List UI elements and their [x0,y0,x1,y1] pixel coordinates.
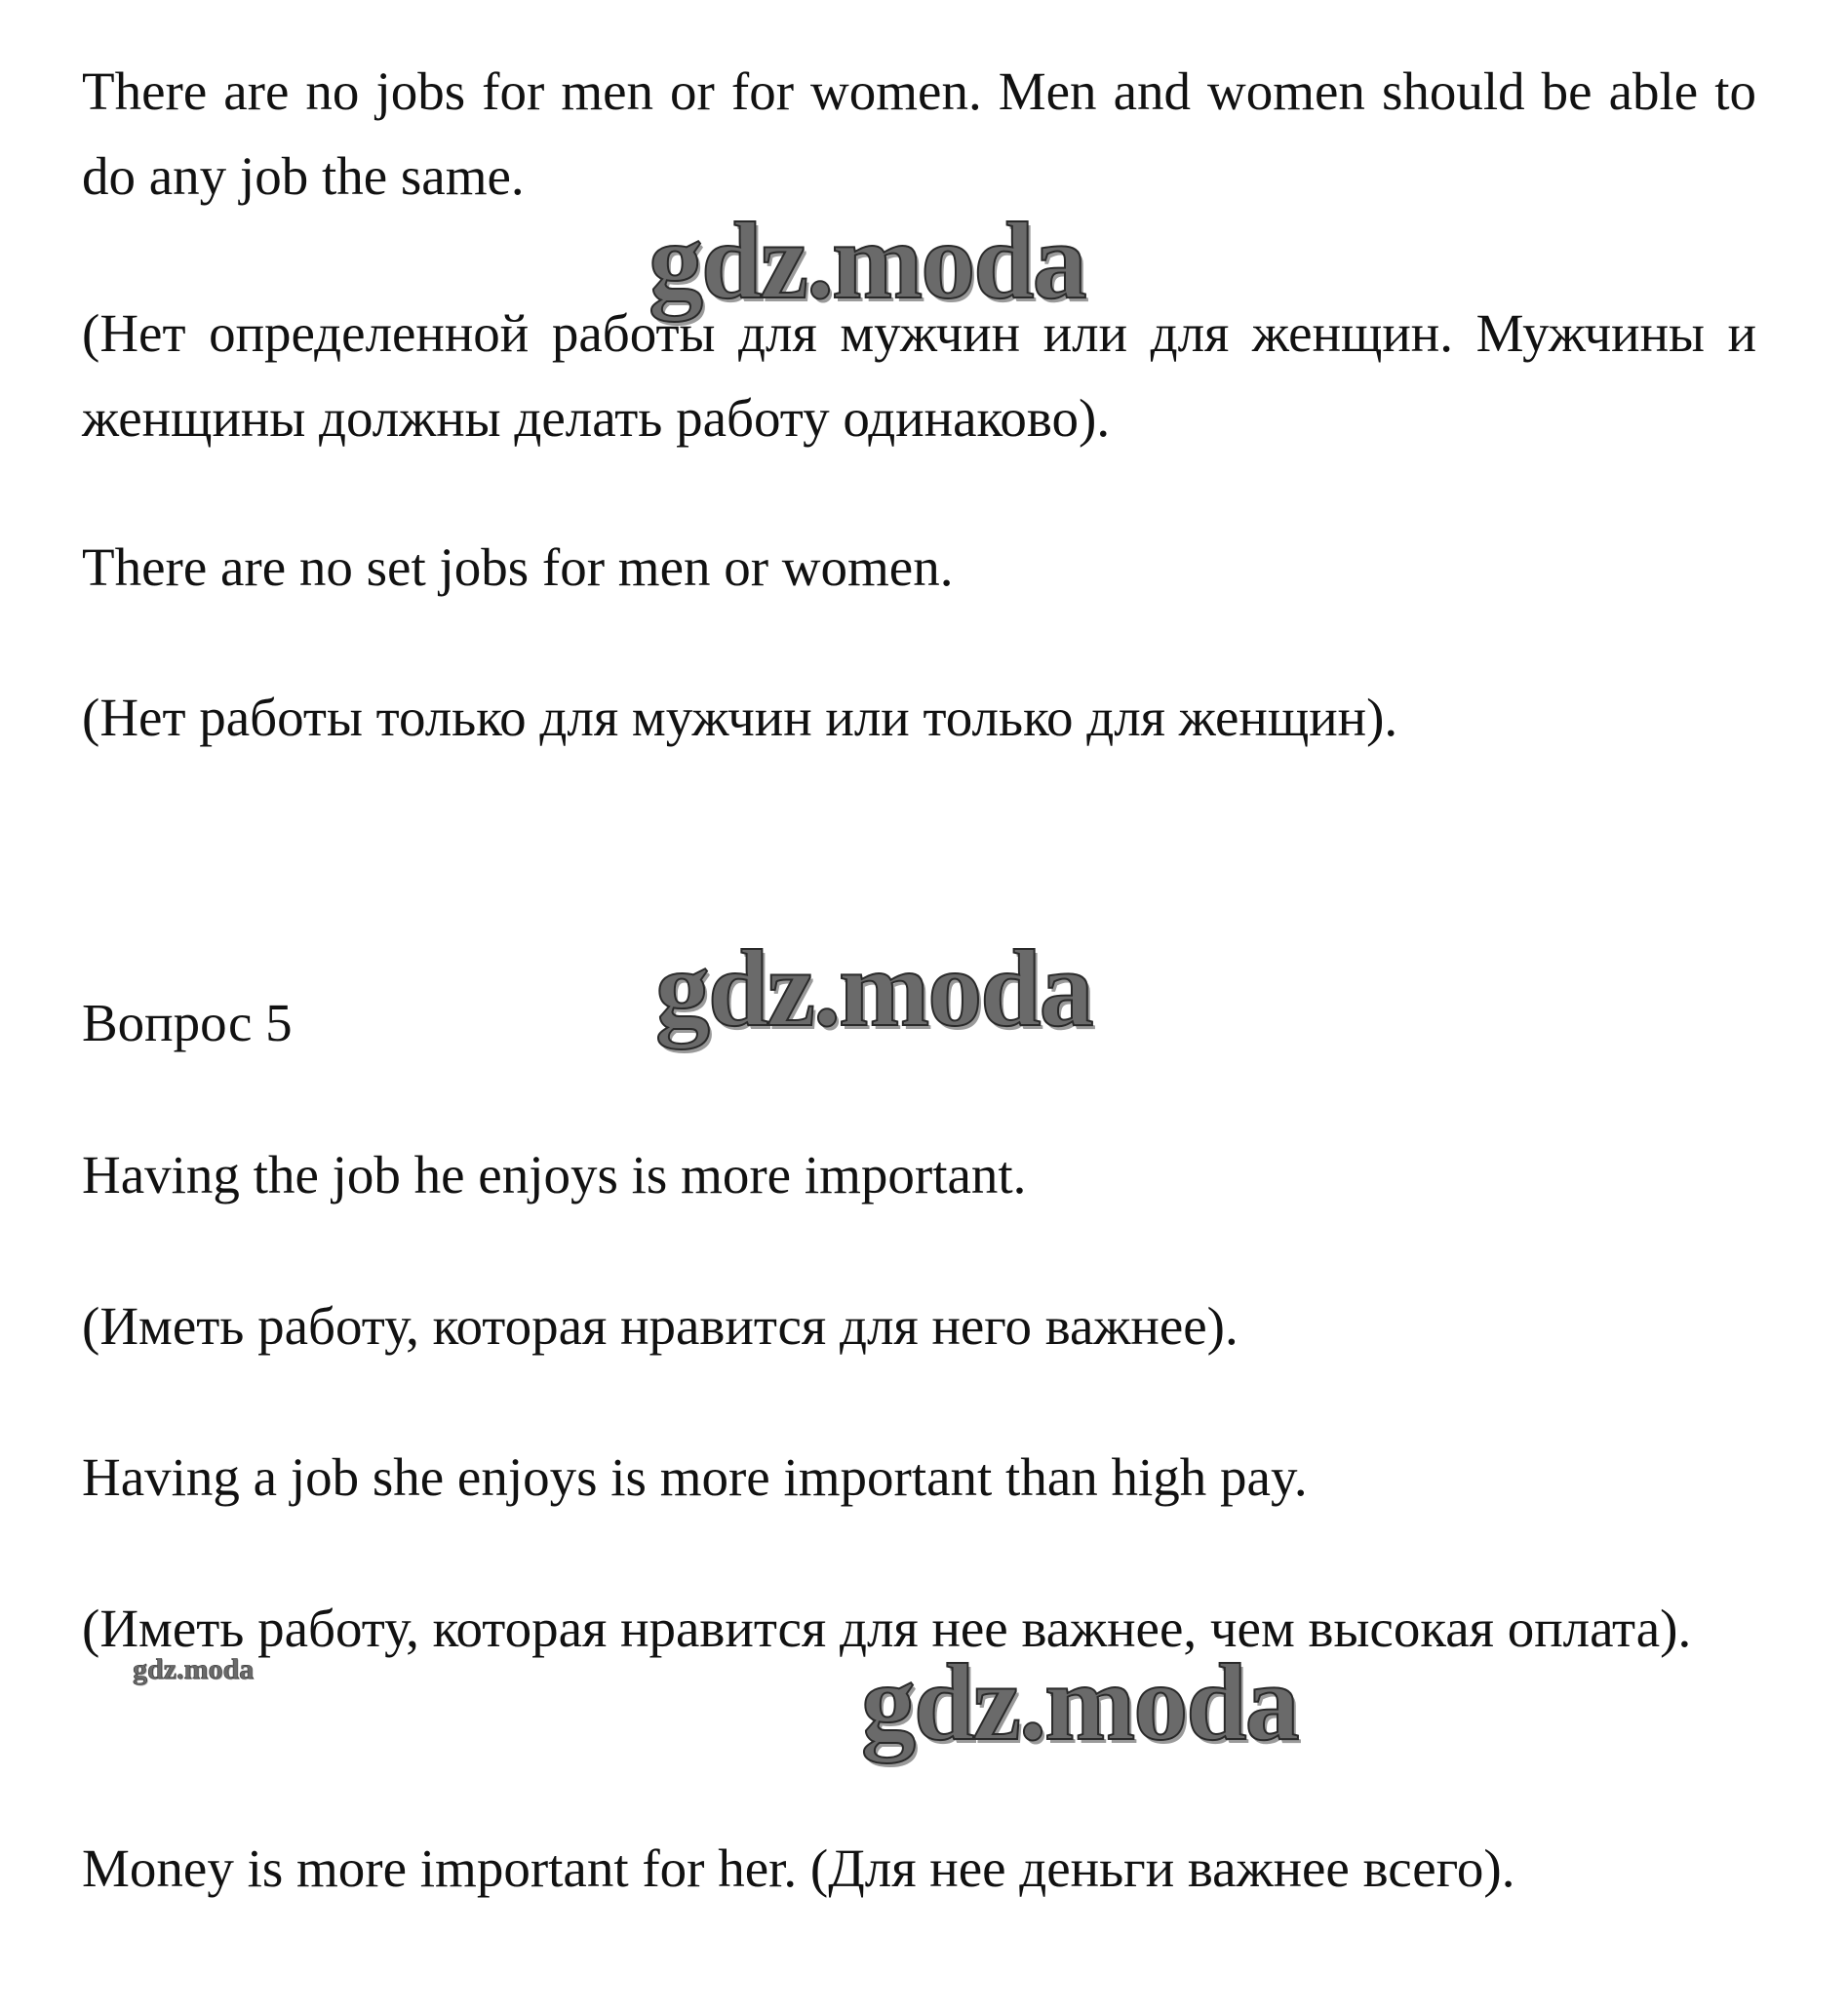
watermark-logo: gdz.moda [649,201,1085,322]
paragraph-russian-2: (Нет работы только для мужчин или только для женщин). [82,688,1398,747]
paragraph-english-4: Having a job she enjoys is more important than high pay. [82,1447,1308,1507]
paragraph-russian-1: (Нет определенной работы для мужчин или для женщин. Мужчины и женщины должны делать работу одинаково). [82,303,1756,448]
watermark-logo: gdz.moda [655,928,1092,1049]
paragraph-russian-4: (Иметь работу, которая нравится для нее важнее, чем высокая оплата). [82,1599,1692,1658]
paragraph-english-1: There are no jobs for men or for women. Men and women should be able to do any job the same. [82,61,1756,206]
paragraph-english-3: Having the job he enjoys is more important. [82,1145,1027,1205]
watermark-logo: gdz.moda [861,1642,1298,1763]
paragraph-russian-3: (Иметь работу, которая нравится для него важнее). [82,1296,1239,1356]
paragraph-english-2: There are no set jobs for men or women. [82,537,954,597]
watermark-logo-small: gdz.moda [133,1653,255,1685]
question-heading: Вопрос 5 [82,993,293,1052]
paragraph-english-5: Money is more important for her. (Для нее деньги важнее всего). [82,1838,1515,1898]
